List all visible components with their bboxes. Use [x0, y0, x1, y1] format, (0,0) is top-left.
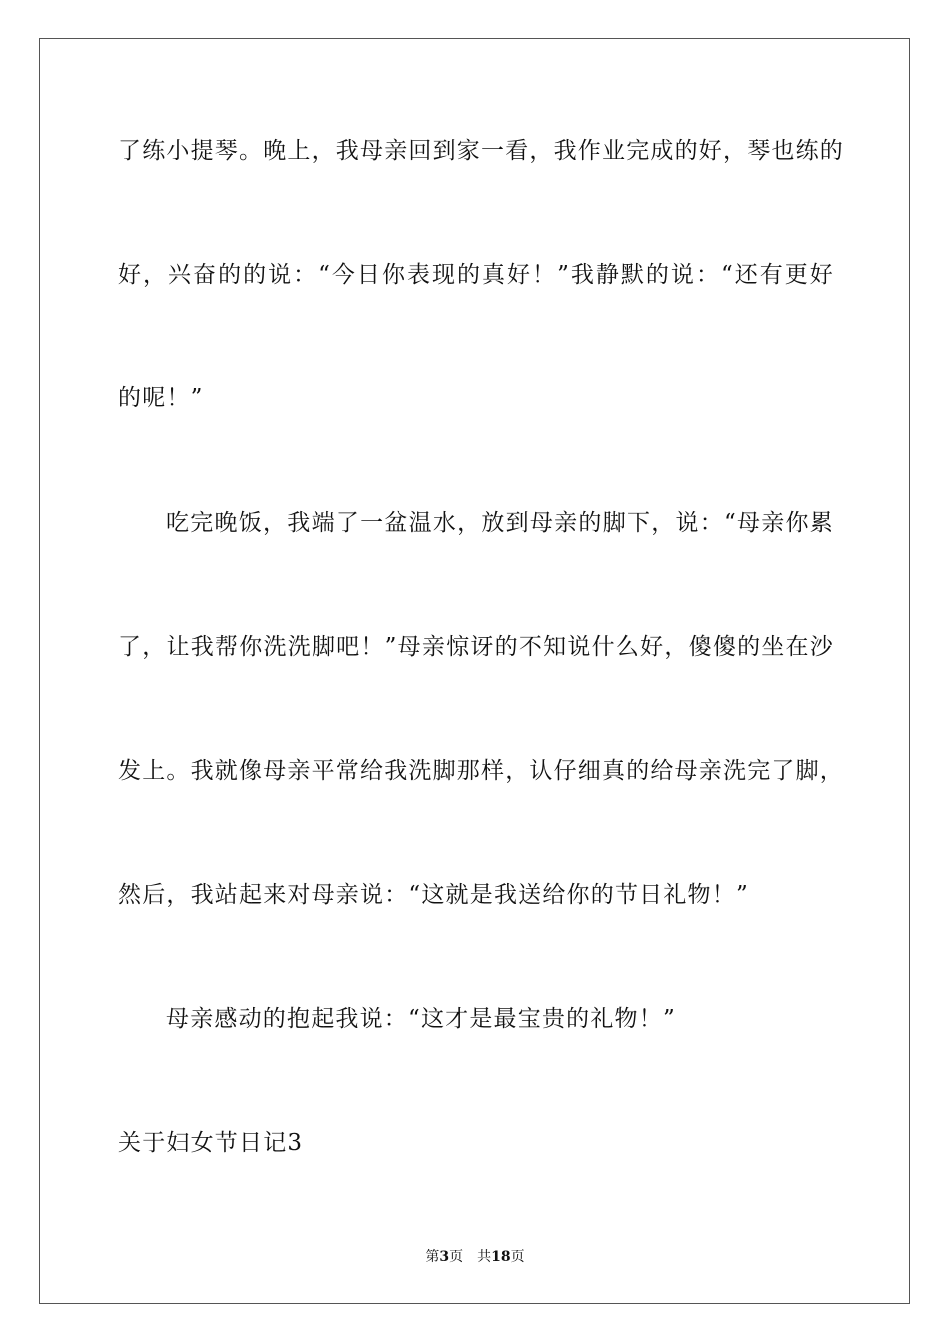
footer-total-pages: 18: [491, 1249, 511, 1265]
footer-total-suffix: 页: [510, 1249, 525, 1265]
body-line-6: 发上。我就像母亲平常给我洗脚那样，认仔细真的给母亲洗完了脚，: [118, 758, 844, 784]
page-footer: [0, 1248, 950, 1266]
body-line-4: 吃完晚饭，我端了一盆温水，放到母亲的脚下，说：“母亲你累: [166, 510, 834, 536]
body-line-7: 然后，我站起来对母亲说：“这就是我送给你的节日礼物！”: [118, 882, 749, 908]
body-line-5: 了，让我帮你洗洗脚吧！”母亲惊讶的不知说什么好，傻傻的坐在沙: [118, 634, 834, 660]
footer-total-prefix: 共: [477, 1249, 492, 1265]
footer-page-number: 3: [439, 1249, 450, 1265]
page-border: [39, 38, 910, 1304]
footer-page-prefix: 第: [425, 1249, 440, 1265]
section-heading: 关于妇女节日记3: [118, 1130, 304, 1156]
body-line-8: 母亲感动的抱起我说：“这才是最宝贵的礼物！”: [166, 1006, 676, 1032]
body-line-3: 的呢！”: [118, 385, 204, 411]
body-line-1: 了练小提琴。晚上，我母亲回到家一看，我作业完成的好，琴也练的: [118, 138, 844, 164]
body-line-2: 好，兴奋的的说：“今日你表现的真好！”我静默的说：“还有更好: [118, 262, 834, 288]
footer-page-suffix: 页: [449, 1249, 464, 1265]
